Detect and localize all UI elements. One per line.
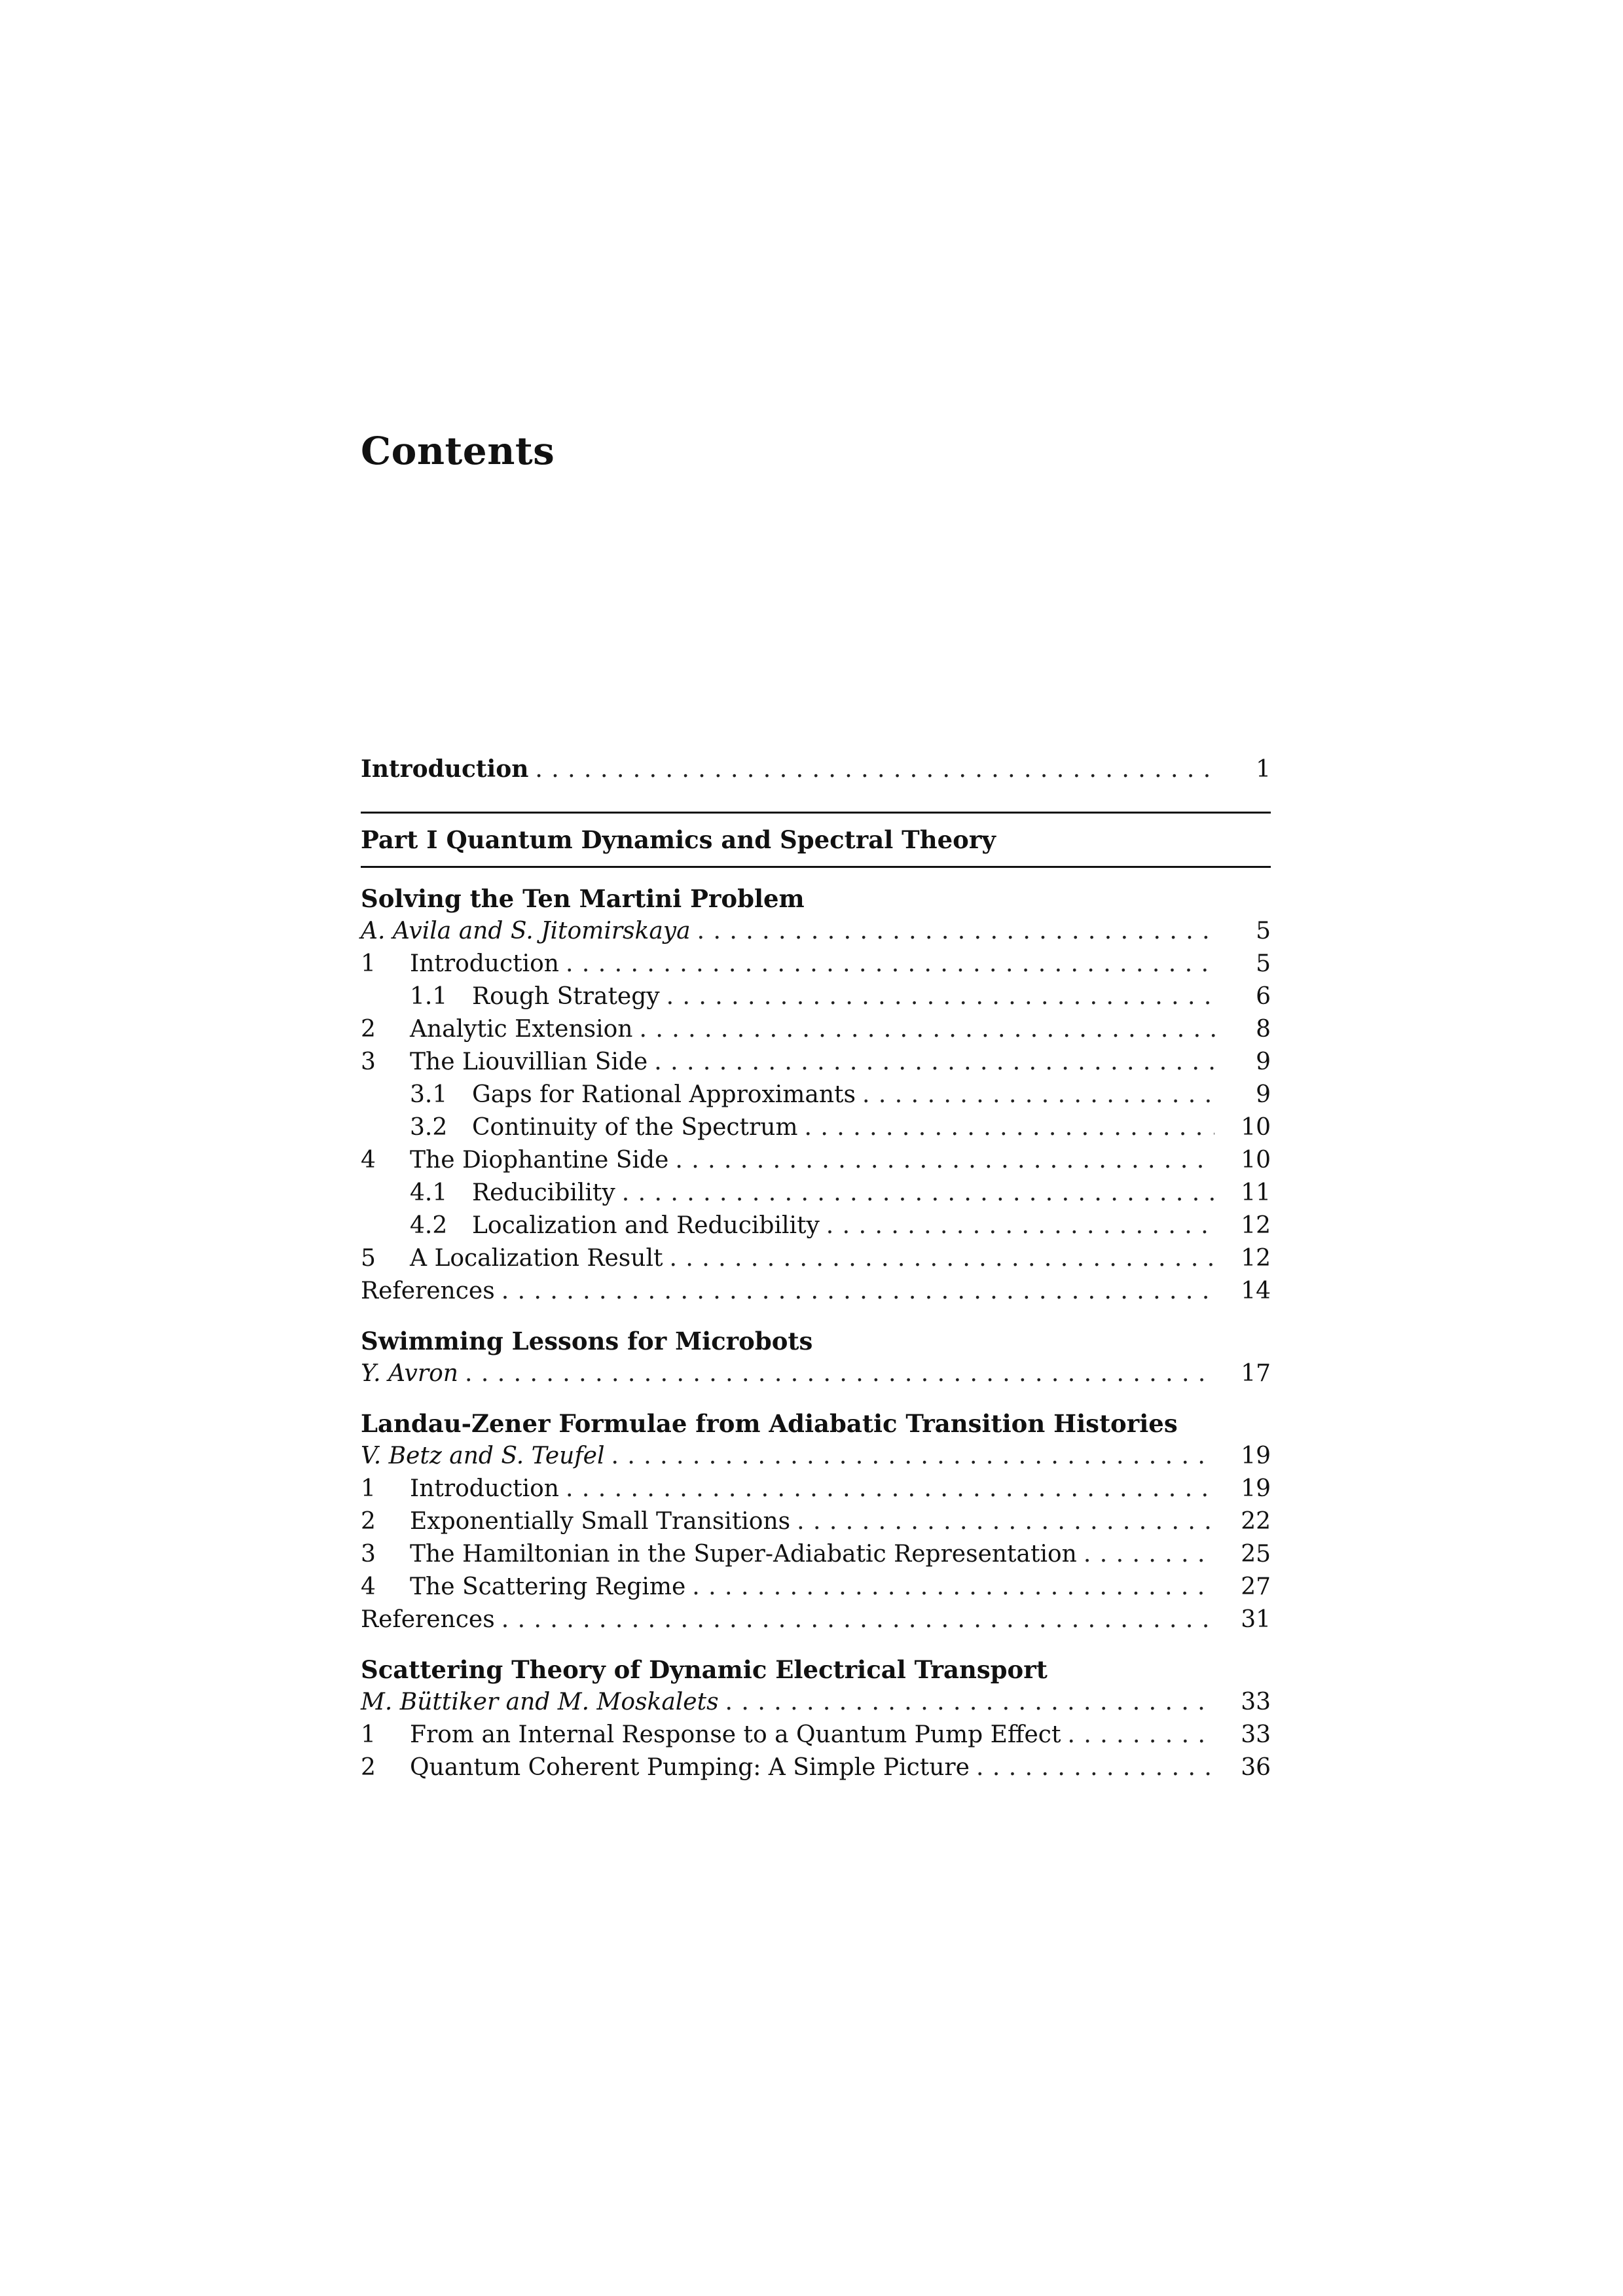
references-label: References (361, 1278, 495, 1304)
chapter-authors: A. Avila and S. Jitomirskaya (361, 918, 691, 944)
page-number: 19 (1241, 1443, 1271, 1469)
spacer (361, 1390, 1271, 1407)
section-number: 1 (361, 950, 376, 977)
page-number: 9 (1256, 1049, 1271, 1075)
page-number: 9 (1256, 1081, 1271, 1108)
toc-section-row[interactable] (361, 980, 1271, 1013)
toc-section-row[interactable] (361, 1046, 1271, 1079)
chapter-authors: M. Büttiker and M. Moskalets (361, 1689, 719, 1715)
dot-leader (622, 1177, 1214, 1210)
page-number: 12 (1241, 1245, 1271, 1272)
page-number: 33 (1241, 1721, 1271, 1748)
references-row[interactable] (361, 1604, 1271, 1636)
dot-leader (697, 915, 1218, 948)
section-title: Reducibility (472, 1179, 615, 1206)
spacer (361, 1636, 1271, 1653)
section-title: Gaps for Rational Approximants (472, 1081, 856, 1108)
section-number: 3 (361, 1541, 376, 1568)
toc-section-row[interactable] (361, 1473, 1271, 1505)
toc-section-row[interactable] (361, 1079, 1271, 1111)
dot-leader (1084, 1538, 1214, 1571)
chapter-authors-row[interactable] (361, 1440, 1271, 1473)
section-title: A Localization Result (410, 1245, 663, 1272)
spacer (361, 1308, 1271, 1325)
toc-section-row[interactable] (361, 1242, 1271, 1275)
dot-leader (639, 1013, 1218, 1046)
part-heading: Part I Quantum Dynamics and Spectral Theory (361, 825, 996, 854)
dot-leader (826, 1210, 1214, 1242)
dot-leader (501, 1604, 1215, 1636)
section-title: Localization and Reducibility (472, 1212, 820, 1239)
references-label: References (361, 1606, 495, 1633)
section-title: Analytic Extension (410, 1016, 633, 1043)
section-title: The Diophantine Side (410, 1147, 669, 1174)
chapter-authors-row[interactable] (361, 1357, 1271, 1390)
dot-leader (862, 1079, 1218, 1111)
dot-leader (976, 1751, 1214, 1784)
section-number: 2 (361, 1754, 376, 1781)
dot-leader (666, 980, 1218, 1013)
chapter-title[interactable]: Scattering Theory of Dynamic Electrical Transport (361, 1655, 1048, 1684)
toc-section-row[interactable] (361, 1111, 1271, 1144)
section-number: 3.1 (410, 1081, 448, 1108)
section-title: Exponentially Small Transitions (410, 1508, 791, 1535)
section-number: 4.1 (410, 1179, 448, 1206)
toc-section-row[interactable] (361, 1210, 1271, 1242)
section-number: 4 (361, 1147, 376, 1174)
dot-leader (725, 1686, 1215, 1719)
section-title: Quantum Coherent Pumping: A Simple Picture (410, 1754, 970, 1781)
section-title: Introduction (410, 950, 559, 977)
chapter-authors: V. Betz and S. Teufel (361, 1443, 605, 1469)
chapter-title[interactable]: Solving the Ten Martini Problem (361, 884, 805, 913)
dot-leader (654, 1046, 1218, 1079)
spacer (361, 868, 1271, 882)
toc-section-row[interactable] (361, 1144, 1271, 1177)
toc-section-row[interactable] (361, 1505, 1271, 1538)
dot-leader (535, 753, 1218, 786)
page-number: 5 (1256, 918, 1271, 944)
page-number: 10 (1241, 1114, 1271, 1141)
chapter-title[interactable]: Landau-Zener Formulae from Adiabatic Transition Histories (361, 1409, 1178, 1438)
section-number: 3.2 (410, 1114, 448, 1141)
toc-intro-row[interactable] (361, 753, 1271, 785)
section-title: Continuity of the Spectrum (472, 1114, 798, 1141)
section-title: Introduction (410, 1475, 559, 1502)
toc-intro-label: Introduction (361, 755, 529, 783)
toc-section-row[interactable] (361, 1538, 1271, 1571)
chapter-list (361, 868, 1271, 1784)
section-number: 2 (361, 1508, 376, 1535)
section-title: The Scattering Regime (410, 1573, 686, 1600)
dot-leader (675, 1144, 1214, 1177)
toc-section-row[interactable] (361, 948, 1271, 980)
section-title: The Hamiltonian in the Super-Adiabatic Representation (410, 1541, 1077, 1568)
dot-leader (501, 1275, 1215, 1308)
page-title: Contents (361, 429, 555, 473)
dot-leader (465, 1357, 1214, 1390)
section-number: 2 (361, 1016, 376, 1043)
page-number: 11 (1241, 1179, 1271, 1206)
section-title: From an Internal Response to a Quantum Pump Effect (410, 1721, 1061, 1748)
page-number: 1 (1256, 756, 1271, 783)
section-title: The Liouvillian Side (410, 1049, 648, 1075)
toc-section-row[interactable] (361, 1013, 1271, 1046)
toc-section-row[interactable] (361, 1177, 1271, 1210)
section-number: 1 (361, 1475, 376, 1502)
dot-leader (805, 1111, 1215, 1144)
dot-leader (692, 1571, 1214, 1604)
dot-leader (669, 1242, 1214, 1275)
page-number: 10 (1241, 1147, 1271, 1174)
dot-leader (566, 948, 1218, 980)
section-number: 4 (361, 1573, 376, 1600)
page-number: 31 (1241, 1606, 1271, 1633)
page-number: 6 (1256, 983, 1271, 1010)
page-number: 17 (1241, 1360, 1271, 1387)
table-of-contents (361, 753, 1271, 1784)
page-number: 22 (1241, 1508, 1271, 1535)
chapter-authors-row[interactable] (361, 1686, 1271, 1719)
section-title: Rough Strategy (472, 983, 660, 1010)
section-number: 1.1 (410, 983, 448, 1010)
section-number: 4.2 (410, 1212, 448, 1239)
dot-leader (566, 1473, 1214, 1505)
section-number: 1 (361, 1721, 376, 1748)
chapter-authors: Y. Avron (361, 1360, 458, 1387)
section-number: 3 (361, 1049, 376, 1075)
page-number: 25 (1241, 1541, 1271, 1568)
dot-leader (1067, 1719, 1214, 1751)
page-number: 33 (1241, 1689, 1271, 1715)
page-number: 14 (1241, 1278, 1271, 1304)
dot-leader (797, 1505, 1214, 1538)
page-number: 36 (1241, 1754, 1271, 1781)
toc-section-row[interactable] (361, 1571, 1271, 1604)
dot-leader (611, 1440, 1214, 1473)
chapter-authors-row[interactable] (361, 915, 1271, 948)
page-number: 8 (1256, 1016, 1271, 1043)
page-number: 27 (1241, 1573, 1271, 1600)
chapter-title[interactable]: Swimming Lessons for Microbots (361, 1327, 813, 1355)
section-number: 5 (361, 1245, 376, 1272)
page-number: 5 (1256, 950, 1271, 977)
page-number: 12 (1241, 1212, 1271, 1239)
references-row[interactable] (361, 1275, 1271, 1308)
page-number: 19 (1241, 1475, 1271, 1502)
toc-section-row[interactable] (361, 1719, 1271, 1751)
toc-section-row[interactable] (361, 1751, 1271, 1784)
